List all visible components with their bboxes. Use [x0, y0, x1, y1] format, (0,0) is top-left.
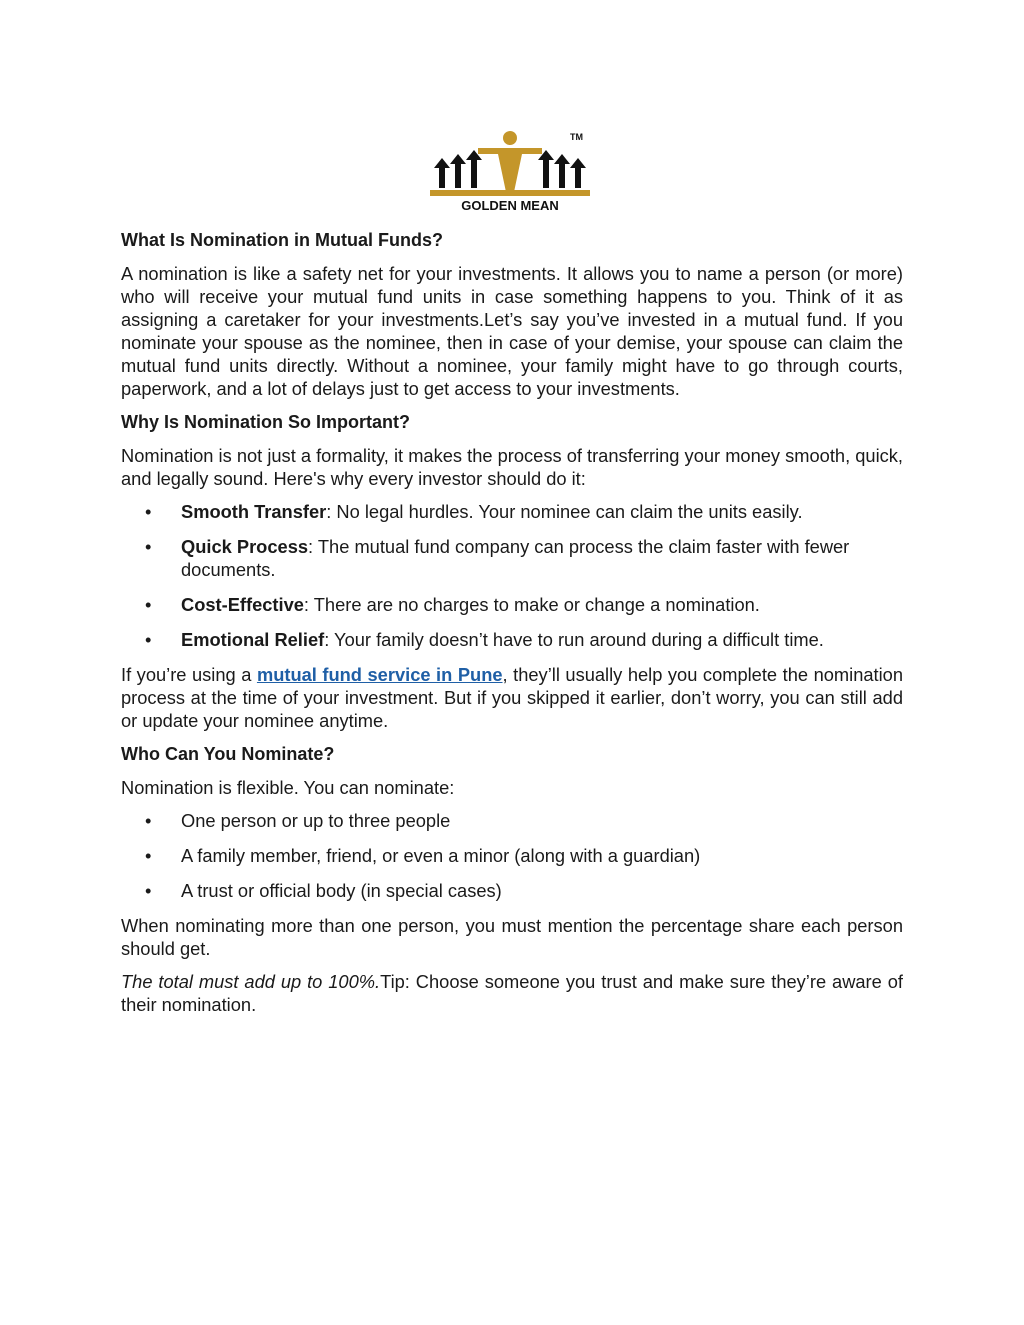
italic-note: The total must add up to 100%. [121, 971, 381, 992]
bullet-icon: • [145, 594, 152, 615]
option-text: A family member, friend, or even a minor (along with a guardian) [181, 845, 701, 866]
logo-tm: TM [570, 132, 583, 142]
logo-brand-text: GOLDEN MEAN [461, 198, 559, 212]
bullet-icon: • [145, 629, 152, 650]
golden-mean-logo [424, 128, 596, 212]
paragraph-why-intro: Nomination is not just a formality, it makes the process of transferring your money smooth, quick, and legally sound. Here's why every investor should do it: [121, 445, 904, 489]
text-before-link: If you’re using a [121, 664, 257, 685]
benefit-term: Quick Process [181, 536, 309, 557]
benefit-term: Smooth Transfer [181, 501, 327, 522]
option-text: A trust or official body (in special cases) [181, 880, 502, 901]
paragraph-who-intro: Nomination is flexible. You can nominate: [121, 777, 455, 798]
option-text: One person or up to three people [181, 810, 451, 831]
benefit-term: Cost-Effective [181, 594, 304, 615]
benefit-term: Emotional Relief [181, 629, 325, 650]
text-after-link: , they’ll usually help you complete the nomination process at the time of your investment. But if you skipped it earlier, don’t worry, you can still add or update your nominee anytime. [121, 664, 903, 731]
heading-what-is-nomination: What Is Nomination in Mutual Funds? [121, 230, 443, 250]
list-item [121, 844, 903, 867]
bullet-icon: • [145, 880, 152, 901]
bullet-icon: • [145, 501, 152, 522]
benefit-text: : No legal hurdles. Your nominee can claim the units easily. [326, 501, 803, 522]
list-item [121, 500, 903, 523]
list-item [121, 535, 903, 581]
paragraph-pune-service [121, 663, 903, 732]
paragraph-nomination-definition: A nomination is like a safety net for your investments. It allows you to name a person (or more) who will receive your mutual fund units in case something happens to you. Think of it as assigning a caretaker for your investments.Let’s say you’ve invested in a mutual fund. If you nominate your spouse as the nominee, then in case of your demise, your spouse can claim the mutual fund units directly. Without a nominee, your family might have to go through courts, paperwork, and a lot of delays just to get access to your investments. [121, 263, 903, 399]
bullet-icon: • [145, 536, 152, 557]
benefit-text: : Your family doesn’t have to run around during a difficult time. [324, 629, 824, 650]
benefit-text: : There are no charges to make or change a nomination. [303, 594, 760, 615]
list-item [121, 593, 903, 616]
bullet-icon: • [145, 845, 152, 866]
article [121, 228, 903, 1026]
list-item [121, 809, 903, 832]
list-item [121, 879, 903, 902]
mutual-fund-service-link[interactable]: mutual fund service in Pune [256, 664, 503, 685]
bullet-icon: • [145, 810, 152, 831]
heading-who-can-nominate: Who Can You Nominate? [121, 744, 335, 764]
tip-text: Tip: Choose someone you trust and make sure they’re aware of their nomination. [121, 971, 903, 1015]
benefit-text: : The mutual fund company can process the claim faster with fewer documents. [181, 536, 850, 580]
nominee-options-list [121, 809, 903, 902]
benefits-list [121, 500, 903, 651]
heading-why-important: Why Is Nomination So Important? [121, 412, 410, 432]
paragraph-tip [121, 970, 903, 1016]
logo-graphic [424, 128, 596, 212]
list-item [121, 628, 903, 651]
paragraph-percentage-share: When nominating more than one person, you must mention the percentage share each person should get. [121, 915, 903, 959]
